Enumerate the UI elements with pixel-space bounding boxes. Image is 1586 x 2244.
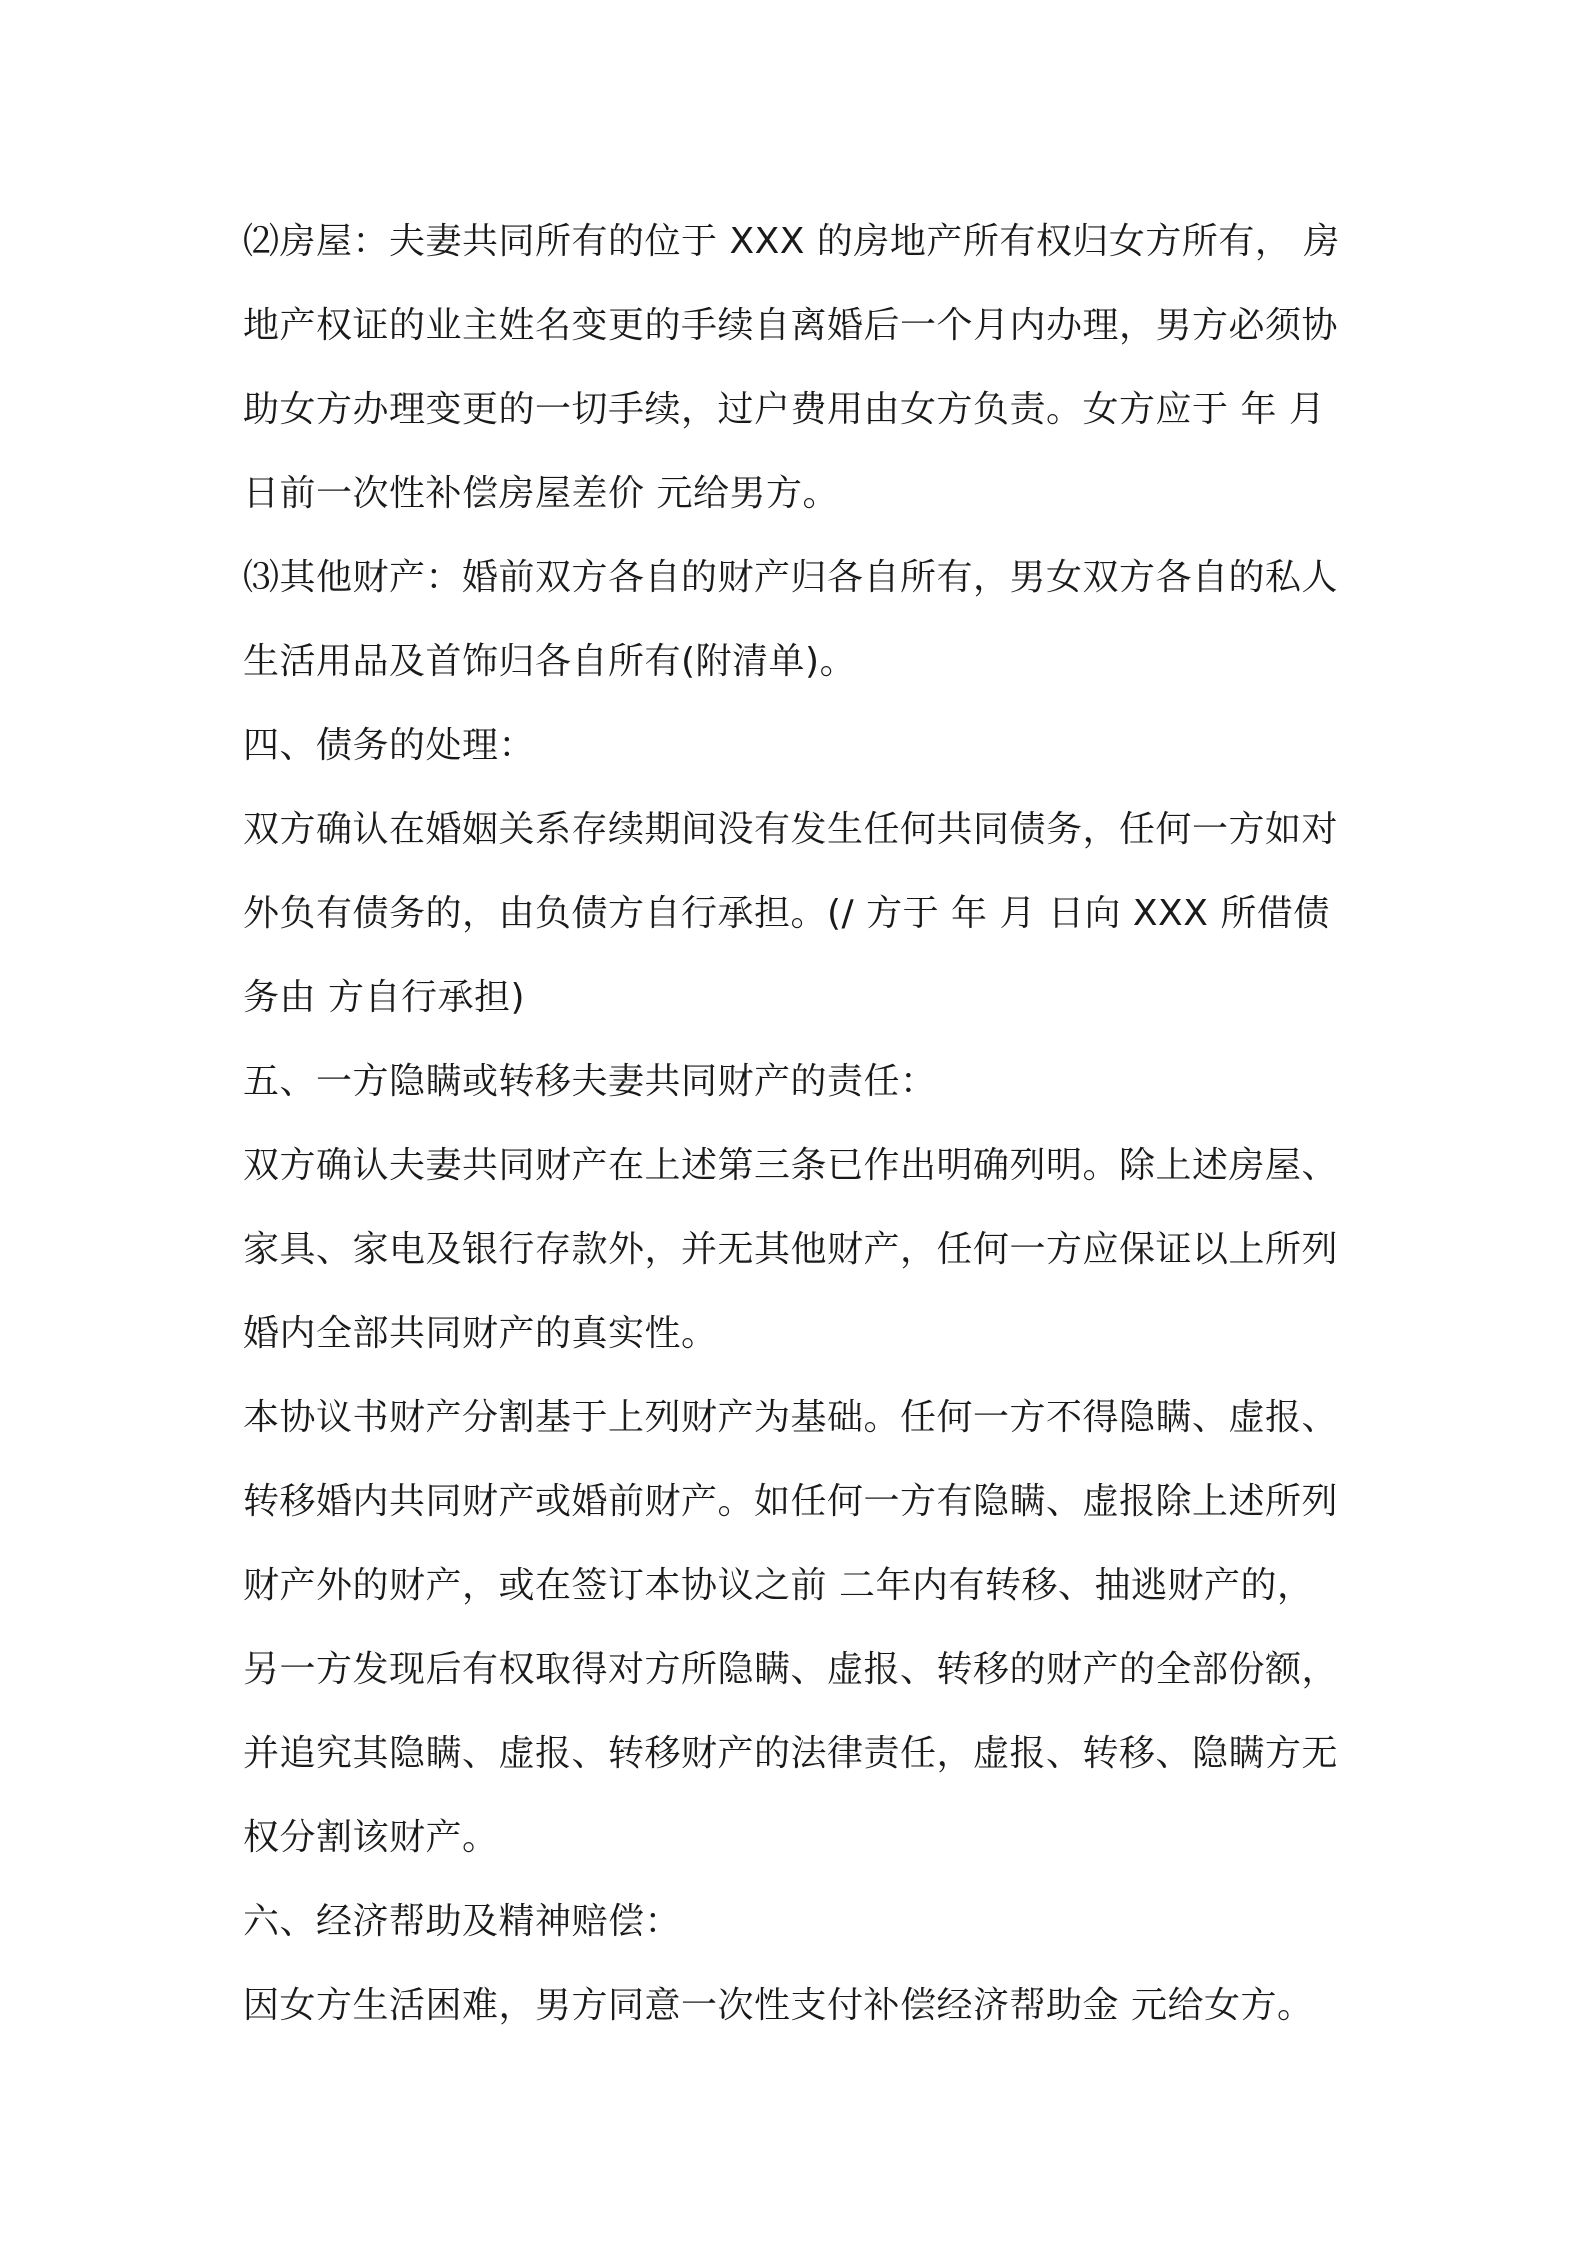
text-line: 务由 方自行承担) bbox=[243, 977, 525, 1018]
text-line: 地产权证的业主姓名变更的手续自离婚后一个月内办理，男方必须协 bbox=[243, 305, 1339, 346]
text-line: 本协议书财产分割基于上列财产为基础。任何一方不得隐瞒、虚报、 bbox=[243, 1397, 1339, 1438]
text-line: 双方确认夫妻共同财产在上述第三条已作出明确列明。除上述房屋、 bbox=[243, 1145, 1339, 1186]
section-heading-concealment bbox=[243, 1040, 1363, 1124]
paragraph-debt bbox=[243, 788, 1363, 1040]
text-line: 权分割该财产。 bbox=[243, 1817, 499, 1858]
text-line: 六、经济帮助及精神赔偿： bbox=[243, 1901, 682, 1942]
text-line: 家具、家电及银行存款外，并无其他财产，任何一方应保证以上所列 bbox=[243, 1229, 1339, 1270]
paragraph-property-confirmation bbox=[243, 1124, 1363, 1376]
text-line: 外负有债务的，由负债方自行承担。(/ 方于 年 月 日向 XXX 所借债 bbox=[243, 893, 1330, 934]
paragraph-housing bbox=[243, 200, 1363, 536]
section-heading-compensation bbox=[243, 1880, 1363, 1964]
text-line: 生活用品及首饰归各自所有(附清单)。 bbox=[243, 641, 857, 682]
document-body bbox=[243, 200, 1363, 2048]
text-line: 财产外的财产，或在签订本协议之前 二年内有转移、抽逃财产的， bbox=[243, 1565, 1314, 1606]
text-line: 婚内全部共同财产的真实性。 bbox=[243, 1313, 718, 1354]
text-line: ⑵房屋：夫妻共同所有的位于 XXX 的房地产所有权归女方所有， 房 bbox=[243, 221, 1340, 262]
paragraph-compensation bbox=[243, 1964, 1363, 2048]
text-line: 另一方发现后有权取得对方所隐瞒、虚报、转移的财产的全部份额， bbox=[243, 1649, 1339, 1690]
text-line: 因女方生活困难，男方同意一次性支付补偿经济帮助金 元给女方。 bbox=[243, 1985, 1314, 2026]
text-line: 日前一次性补偿房屋差价 元给男方。 bbox=[243, 473, 839, 514]
text-line: 助女方办理变更的一切手续，过户费用由女方负责。女方应于 年 月 bbox=[243, 389, 1326, 430]
text-line: 双方确认在婚姻关系存续期间没有发生任何共同债务，任何一方如对 bbox=[243, 809, 1339, 850]
text-line: 转移婚内共同财产或婚前财产。如任何一方有隐瞒、虚报除上述所列 bbox=[243, 1481, 1339, 1522]
paragraph-other-property bbox=[243, 536, 1363, 704]
text-line: ⑶其他财产：婚前双方各自的财产归各自所有，男女双方各自的私人 bbox=[243, 557, 1339, 598]
paragraph-property-division bbox=[243, 1376, 1363, 1880]
text-line: 五、一方隐瞒或转移夫妻共同财产的责任： bbox=[243, 1061, 937, 1102]
text-line: 四、债务的处理： bbox=[243, 725, 536, 766]
section-heading-debt bbox=[243, 704, 1363, 788]
text-line: 并追究其隐瞒、虚报、转移财产的法律责任，虚报、转移、隐瞒方无 bbox=[243, 1733, 1339, 1774]
